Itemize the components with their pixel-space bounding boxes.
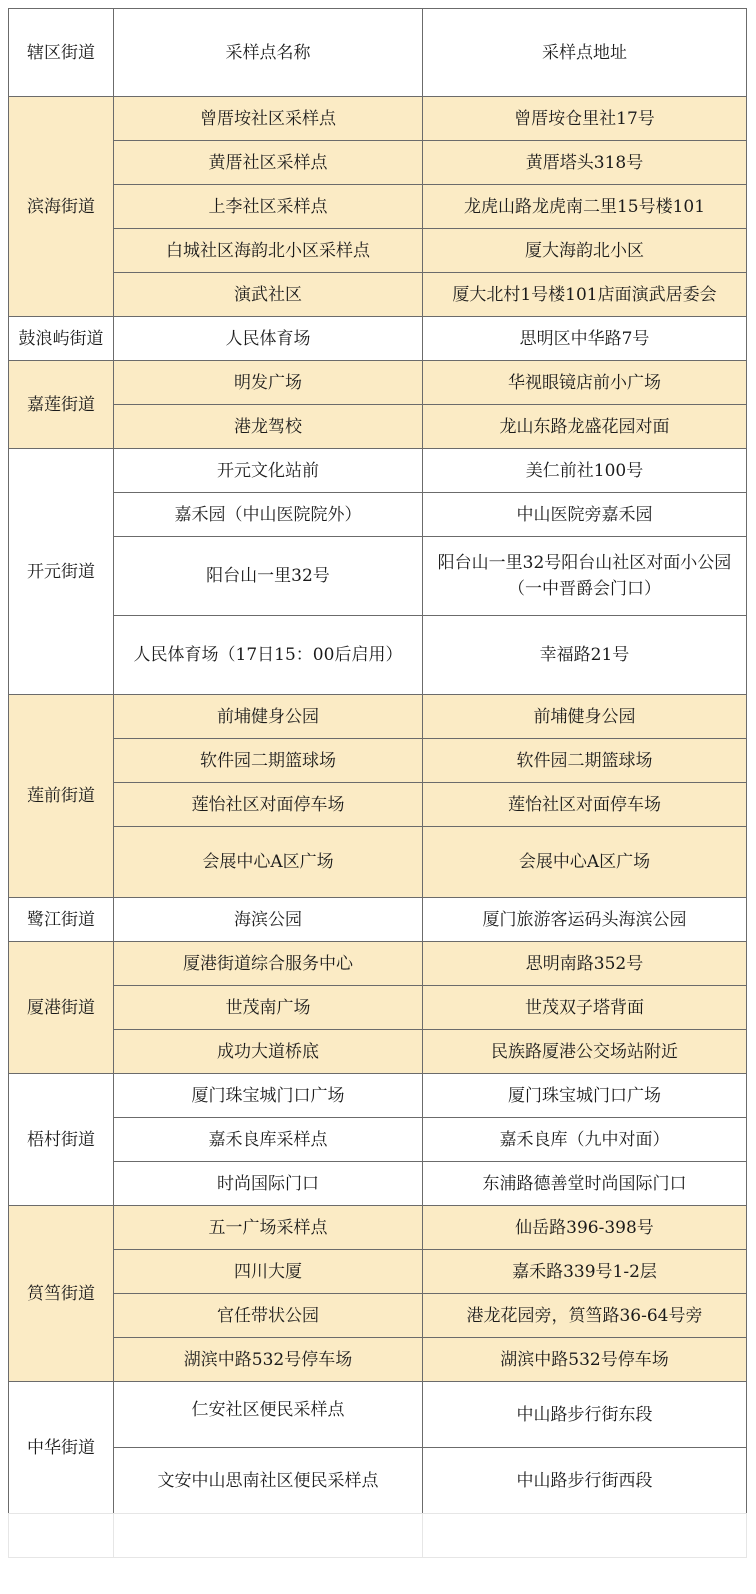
site-name-cell: 开元文化站前 [113, 448, 423, 493]
site-name-cell: 厦港街道综合服务中心 [113, 941, 423, 986]
site-address-cell: 民族路厦港公交场站附近 [422, 1029, 747, 1074]
site-name-cell: 人民体育场（17日15：00后启用） [113, 615, 423, 695]
site-name-cell: 白城社区海韵北小区采样点 [113, 228, 423, 273]
site-name-cell: 会展中心A区广场 [113, 826, 423, 898]
site-address-cell: 曾厝垵仓里社17号 [422, 96, 747, 141]
site-name-cell: 曾厝垵社区采样点 [113, 96, 423, 141]
site-address-cell: 会展中心A区广场 [422, 826, 747, 898]
site-name-cell: 嘉禾园（中山医院院外） [113, 492, 423, 537]
site-name-cell: 前埔健身公园 [113, 694, 423, 739]
site-name-cell: 上李社区采样点 [113, 184, 423, 229]
site-name-cell: 仁安社区便民采样点 [113, 1381, 423, 1448]
site-name-cell: 文安中山思南社区便民采样点 [113, 1447, 423, 1514]
site-name-cell: 世茂南广场 [113, 985, 423, 1030]
site-address-cell: 中山路步行街东段 [422, 1381, 747, 1448]
site-address-cell: 龙山东路龙盛花园对面 [422, 404, 747, 449]
site-name-cell: 阳台山一里32号 [113, 536, 423, 616]
site-address-cell: 幸福路21号 [422, 615, 747, 695]
site-name-cell: 软件园二期篮球场 [113, 738, 423, 783]
site-address-cell: 世茂双子塔背面 [422, 985, 747, 1030]
site-address-cell: 厦大北村1号楼101店面演武居委会 [422, 272, 747, 317]
site-address-cell: 思明区中华路7号 [422, 316, 747, 361]
site-address-cell: 前埔健身公园 [422, 694, 747, 739]
site-name-cell: 明发广场 [113, 360, 423, 405]
district-cell: 滨海街道 [8, 96, 114, 317]
district-cell: 筼筜街道 [8, 1205, 114, 1382]
site-address-cell: 嘉禾路339号1-2层 [422, 1249, 747, 1294]
district-cell: 厦港街道 [8, 941, 114, 1074]
district-cell: 鼓浪屿街道 [8, 316, 114, 361]
site-address-cell: 仙岳路396-398号 [422, 1205, 747, 1250]
site-name-cell: 黄厝社区采样点 [113, 140, 423, 185]
site-address-cell: 莲怡社区对面停车场 [422, 782, 747, 827]
site-name-cell: 官任带状公园 [113, 1293, 423, 1338]
site-address-cell: 中山医院旁嘉禾园 [422, 492, 747, 537]
site-address-cell: 软件园二期篮球场 [422, 738, 747, 783]
site-name-cell: 时尚国际门口 [113, 1161, 423, 1206]
site-address-cell: 港龙花园旁，筼筜路36-64号旁 [422, 1293, 747, 1338]
site-address-cell: 阳台山一里32号阳台山社区对面小公园（一中晋爵会门口） [422, 536, 747, 616]
site-name-cell: 嘉禾良库采样点 [113, 1117, 423, 1162]
district-cell: 中华街道 [8, 1381, 114, 1514]
site-address-cell: 华视眼镜店前小广场 [422, 360, 747, 405]
site-name-cell: 厦门珠宝城门口广场 [113, 1073, 423, 1118]
site-address-cell: 中山路步行街西段 [422, 1447, 747, 1514]
site-address-cell: 湖滨中路532号停车场 [422, 1337, 747, 1382]
empty-row-cell [422, 1513, 747, 1558]
site-name-cell: 成功大道桥底 [113, 1029, 423, 1074]
site-address-cell: 厦门珠宝城门口广场 [422, 1073, 747, 1118]
header-site-address: 采样点地址 [422, 8, 747, 97]
site-name-cell: 湖滨中路532号停车场 [113, 1337, 423, 1382]
site-address-cell: 厦门旅游客运码头海滨公园 [422, 897, 747, 942]
site-address-cell: 嘉禾良库（九中对面） [422, 1117, 747, 1162]
district-cell: 嘉莲街道 [8, 360, 114, 449]
site-address-cell: 思明南路352号 [422, 941, 747, 986]
site-name-cell: 演武社区 [113, 272, 423, 317]
site-name-cell: 四川大厦 [113, 1249, 423, 1294]
empty-row-cell [8, 1513, 114, 1558]
header-district: 辖区街道 [8, 8, 114, 97]
site-name-cell: 人民体育场 [113, 316, 423, 361]
district-cell: 开元街道 [8, 448, 114, 695]
site-name-cell: 莲怡社区对面停车场 [113, 782, 423, 827]
site-name-cell: 海滨公园 [113, 897, 423, 942]
site-name-cell: 五一广场采样点 [113, 1205, 423, 1250]
district-cell: 莲前街道 [8, 694, 114, 898]
site-name-cell: 港龙驾校 [113, 404, 423, 449]
site-address-cell: 龙虎山路龙虎南二里15号楼101 [422, 184, 747, 229]
site-address-cell: 东浦路德善堂时尚国际门口 [422, 1161, 747, 1206]
empty-row-cell [113, 1513, 423, 1558]
district-cell: 鹭江街道 [8, 897, 114, 942]
site-address-cell: 厦大海韵北小区 [422, 228, 747, 273]
site-address-cell: 美仁前社100号 [422, 448, 747, 493]
header-site-name: 采样点名称 [113, 8, 423, 97]
district-cell: 梧村街道 [8, 1073, 114, 1206]
site-address-cell: 黄厝塔头318号 [422, 140, 747, 185]
